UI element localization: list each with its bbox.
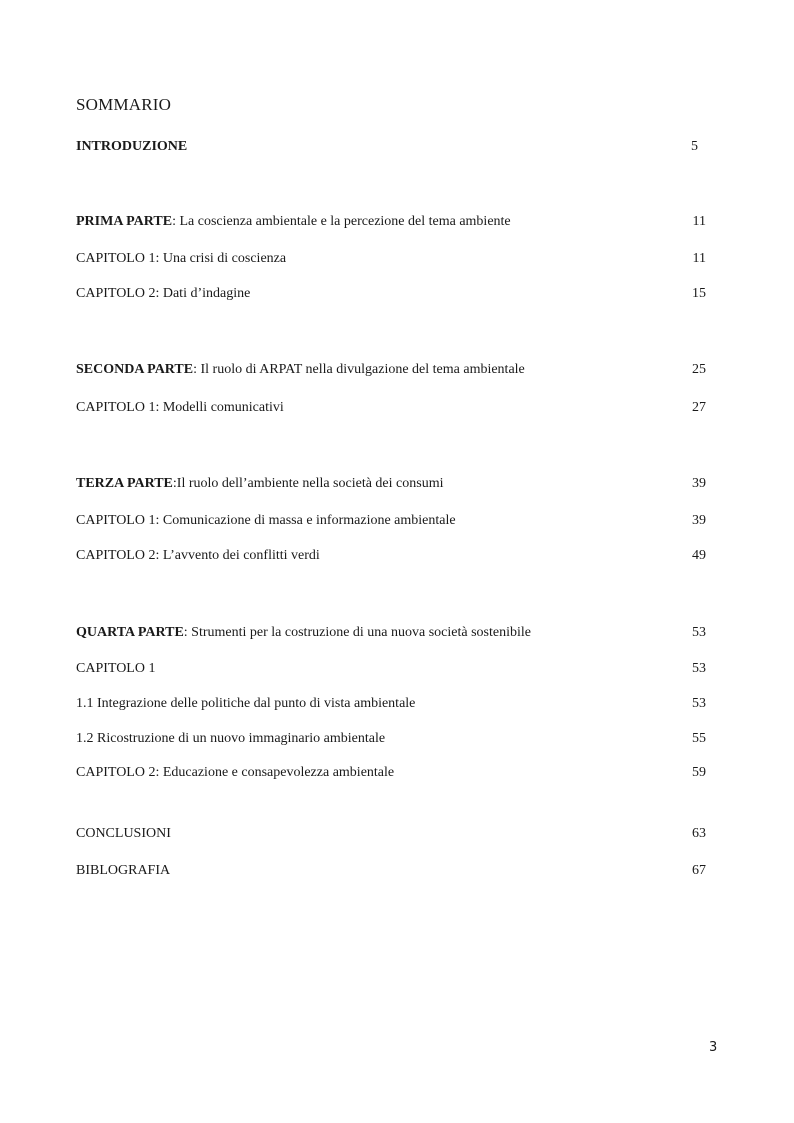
toc-entry-terza-capitolo-1 bbox=[76, 510, 706, 532]
toc-entry-seconda-parte bbox=[76, 359, 706, 381]
toc-label: CAPITOLO 2: Dati d’indagine bbox=[76, 286, 251, 301]
toc-entry-sezione-1-1 bbox=[76, 693, 706, 715]
toc-label: 1.2 Ricostruzione di un nuovo immaginario ambientale bbox=[76, 731, 386, 746]
toc-part-subtitle: : Il ruolo di ARPAT nella divulgazione del tema ambientale bbox=[193, 362, 525, 377]
toc-entry-prima-capitolo-2 bbox=[76, 283, 706, 305]
toc-page-number: 49 bbox=[692, 548, 706, 563]
toc-entry-seconda-capitolo-1 bbox=[76, 397, 706, 419]
toc-entry-conclusioni bbox=[76, 823, 706, 845]
toc-entry-prima-capitolo-1 bbox=[76, 248, 706, 270]
toc-label: CAPITOLO 2: L’avvento dei conflitti verdi bbox=[76, 548, 320, 563]
toc-label: CAPITOLO 1: Una crisi di coscienza bbox=[76, 251, 287, 266]
page-title: SOMMARIO bbox=[76, 95, 172, 114]
toc-part-heading: SECONDA PARTE bbox=[76, 362, 194, 377]
toc-page-number: 53 bbox=[692, 625, 706, 640]
toc-label: CAPITOLO 1: Modelli comunicativi bbox=[76, 400, 284, 415]
toc-label: 1.1 Integrazione delle politiche dal punto di vista ambientale bbox=[76, 696, 416, 711]
toc-label bbox=[76, 473, 443, 495]
toc-page-number: 63 bbox=[692, 826, 706, 841]
toc-page-number: 39 bbox=[692, 513, 706, 528]
toc-page-number: 59 bbox=[692, 765, 706, 780]
toc-label: CAPITOLO 1 bbox=[76, 661, 156, 676]
toc-page-number: 27 bbox=[692, 400, 706, 415]
toc-label bbox=[76, 211, 511, 233]
toc-label: INTRODUZIONE bbox=[76, 139, 188, 154]
toc-entry-quarta-parte bbox=[76, 622, 706, 644]
toc-entry-sezione-1-2 bbox=[76, 728, 706, 750]
toc-label bbox=[76, 359, 525, 381]
toc-part-heading: PRIMA PARTE bbox=[76, 214, 173, 229]
toc-page-number: 15 bbox=[692, 286, 706, 301]
toc-part-heading: TERZA PARTE bbox=[76, 476, 173, 491]
toc-part-subtitle: : La coscienza ambientale e la percezione del tema ambiente bbox=[172, 214, 511, 229]
toc-entry-prima-parte bbox=[76, 211, 706, 233]
toc-label bbox=[76, 622, 531, 644]
toc-page-number: 5 bbox=[691, 139, 698, 154]
toc-entry-terza-capitolo-2 bbox=[76, 545, 706, 567]
toc-entry-terza-parte bbox=[76, 473, 706, 495]
toc-page-number: 53 bbox=[692, 661, 706, 676]
toc-page-number: 53 bbox=[692, 696, 706, 711]
toc-page-number: 67 bbox=[692, 863, 706, 878]
toc-label: CAPITOLO 2: Educazione e consapevolezza ambientale bbox=[76, 765, 395, 780]
toc-page-number: 11 bbox=[692, 214, 706, 229]
toc-entry-quarta-capitolo-2 bbox=[76, 762, 706, 784]
toc-label: BIBLOGRAFIA bbox=[76, 863, 171, 878]
toc-page-number: 55 bbox=[692, 731, 706, 746]
toc-part-subtitle: : Strumenti per la costruzione di una nuova società sostenibile bbox=[183, 625, 531, 640]
toc-part-heading: QUARTA PARTE bbox=[76, 625, 184, 640]
toc-entry-quarta-capitolo-1 bbox=[76, 658, 706, 680]
toc-page-number: 25 bbox=[692, 362, 706, 377]
toc-entry-introduzione bbox=[76, 136, 706, 158]
toc-page-number: 39 bbox=[692, 476, 706, 491]
toc-label: CAPITOLO 1: Comunicazione di massa e informazione ambientale bbox=[76, 513, 456, 528]
toc-page-number: 11 bbox=[692, 251, 706, 266]
toc-part-subtitle: :Il ruolo dell’ambiente nella società dei consumi bbox=[172, 476, 444, 491]
toc-entry-bibliografia bbox=[76, 860, 706, 882]
toc-label: CONCLUSIONI bbox=[76, 826, 171, 841]
footer-page-number: 3 bbox=[709, 1040, 718, 1055]
